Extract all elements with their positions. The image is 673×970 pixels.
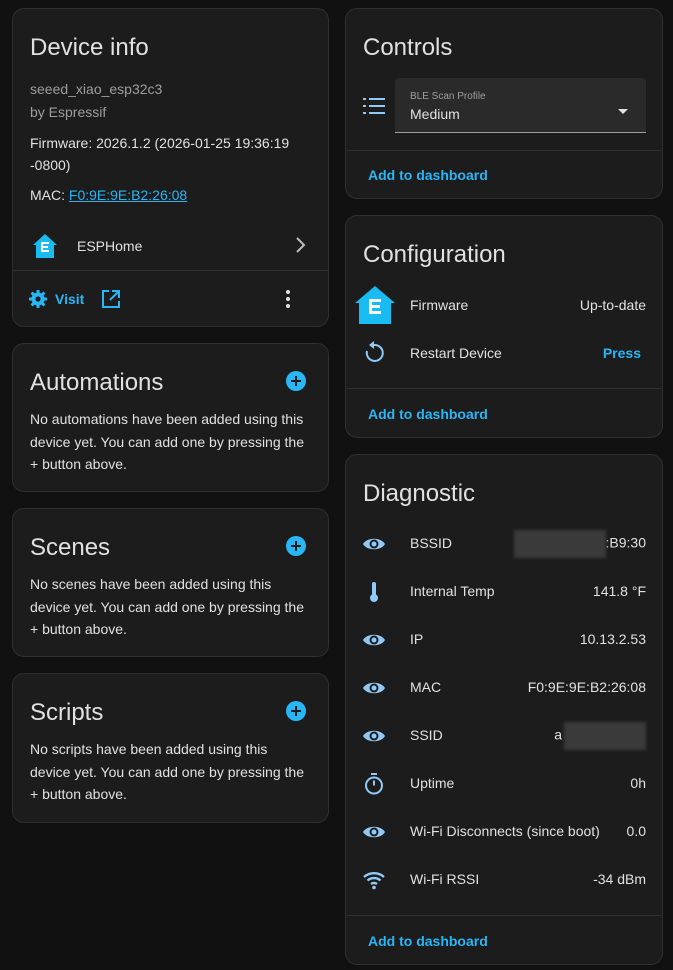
redacted-block [564,722,646,750]
device-model: seeed_xiao_esp32c3 [30,81,163,97]
integration-row[interactable] [13,222,328,270]
select-label: BLE Scan Profile [410,91,486,102]
configuration-add-to-dashboard-button[interactable]: Add to dashboard [368,406,488,422]
restart-press-button[interactable]: Press [602,345,641,361]
open-external-icon [100,288,122,315]
device-info-card [12,8,329,327]
device-manufacturer: by Espressif [30,104,107,120]
controls-title: Controls [363,34,453,61]
row-value: F0:9E:9E:B2:26:08 [527,679,646,695]
eye-icon [362,532,386,556]
scenes-title: Scenes [30,534,111,561]
firmware-line-1: Firmware: 2026.1.2 (2026-01-25 19:36:19 [30,135,290,151]
scenes-empty-text: No scenes have been added using this device yet. You can add one by pressing the + button above. [30,576,304,637]
diagnostic-row-mac[interactable] [346,664,662,712]
row-value: 0.0 [626,823,646,839]
row-value: 141.8 °F [592,583,646,599]
more-options-icon[interactable] [286,290,290,313]
firmware-line-2: -0800) [30,157,71,173]
eye-icon [362,820,386,844]
dropdown-arrow-icon [618,102,628,120]
row-label: Internal Temp [410,583,495,599]
wifi-icon [362,868,386,892]
ble-scan-profile-select[interactable] [395,78,646,133]
restart-row [346,329,662,377]
device-info-title: Device info [30,34,149,61]
mac-label: MAC: [30,187,69,203]
diagnostic-row-ssid[interactable] [346,712,662,760]
mac-link[interactable]: F0:9E:9E:B2:26:08 [68,187,188,203]
add-automation-plus-icon[interactable] [286,371,306,391]
add-script-plus-icon[interactable] [286,701,306,721]
controls-card [345,8,663,199]
esphome-logo-icon [32,233,58,264]
gear-icon [28,289,48,314]
timer-icon [362,772,386,796]
thermometer-icon [362,580,386,604]
row-label: SSID [410,727,443,743]
row-label: Wi-Fi Disconnects (since boot) [410,823,600,839]
firmware-status: Up-to-date [579,297,646,313]
eye-icon [362,724,386,748]
row-value: 10.13.2.53 [579,631,646,647]
diagnostic-row-wifi-disconnects[interactable] [346,808,662,856]
mac-row [30,187,187,203]
scripts-empty-text: No scripts have been added using this device yet. You can add one by pressing the + button above. [30,741,304,802]
format-list-icon [363,97,385,120]
row-value [514,530,646,558]
automations-title: Automations [30,369,164,396]
eye-icon [362,628,386,652]
row-value [554,722,646,750]
diagnostic-row-bssid[interactable] [346,520,662,568]
restart-label: Restart Device [410,345,502,361]
row-value: 0h [630,775,646,791]
scripts-title: Scripts [30,699,104,726]
redacted-block [514,530,606,558]
select-value: Medium [410,106,460,122]
row-value: -34 dBm [593,871,646,887]
diagnostic-row-wifi-rssi[interactable] [346,856,662,904]
row-label: Uptime [410,775,455,791]
diagnostic-card [345,454,663,965]
row-label: MAC [410,679,442,695]
diagnostic-row-ip[interactable] [346,616,662,664]
row-label: Wi-Fi RSSI [410,871,480,887]
controls-add-to-dashboard-button[interactable]: Add to dashboard [368,167,488,183]
automations-empty-text: No automations have been added using this device yet. You can add one by pressing the + button above. [30,411,304,472]
diagnostic-row-uptime[interactable] [346,760,662,808]
configuration-card [345,215,663,438]
scripts-card [12,673,329,823]
automations-card [12,343,329,492]
chevron-right-icon [294,236,306,259]
diagnostic-add-to-dashboard-button[interactable]: Add to dashboard [368,933,488,949]
integration-name: ESPHome [77,238,143,254]
bssid-visible-part: :B9:30 [605,534,646,551]
visit-label: Visit [55,291,85,307]
restart-icon [364,341,388,365]
diagnostic-title: Diagnostic [363,480,476,507]
esphome-logo-icon [354,285,396,330]
configuration-title: Configuration [363,241,506,268]
add-scene-plus-icon[interactable] [286,536,306,556]
eye-icon [362,676,386,700]
ssid-visible-part: a [554,726,562,743]
scenes-card [12,508,329,657]
firmware-label: Firmware [410,297,469,313]
firmware-row[interactable] [346,281,662,329]
row-label: IP [410,631,424,647]
row-label: BSSID [410,535,453,551]
diagnostic-row-internal-temp[interactable] [346,568,662,616]
